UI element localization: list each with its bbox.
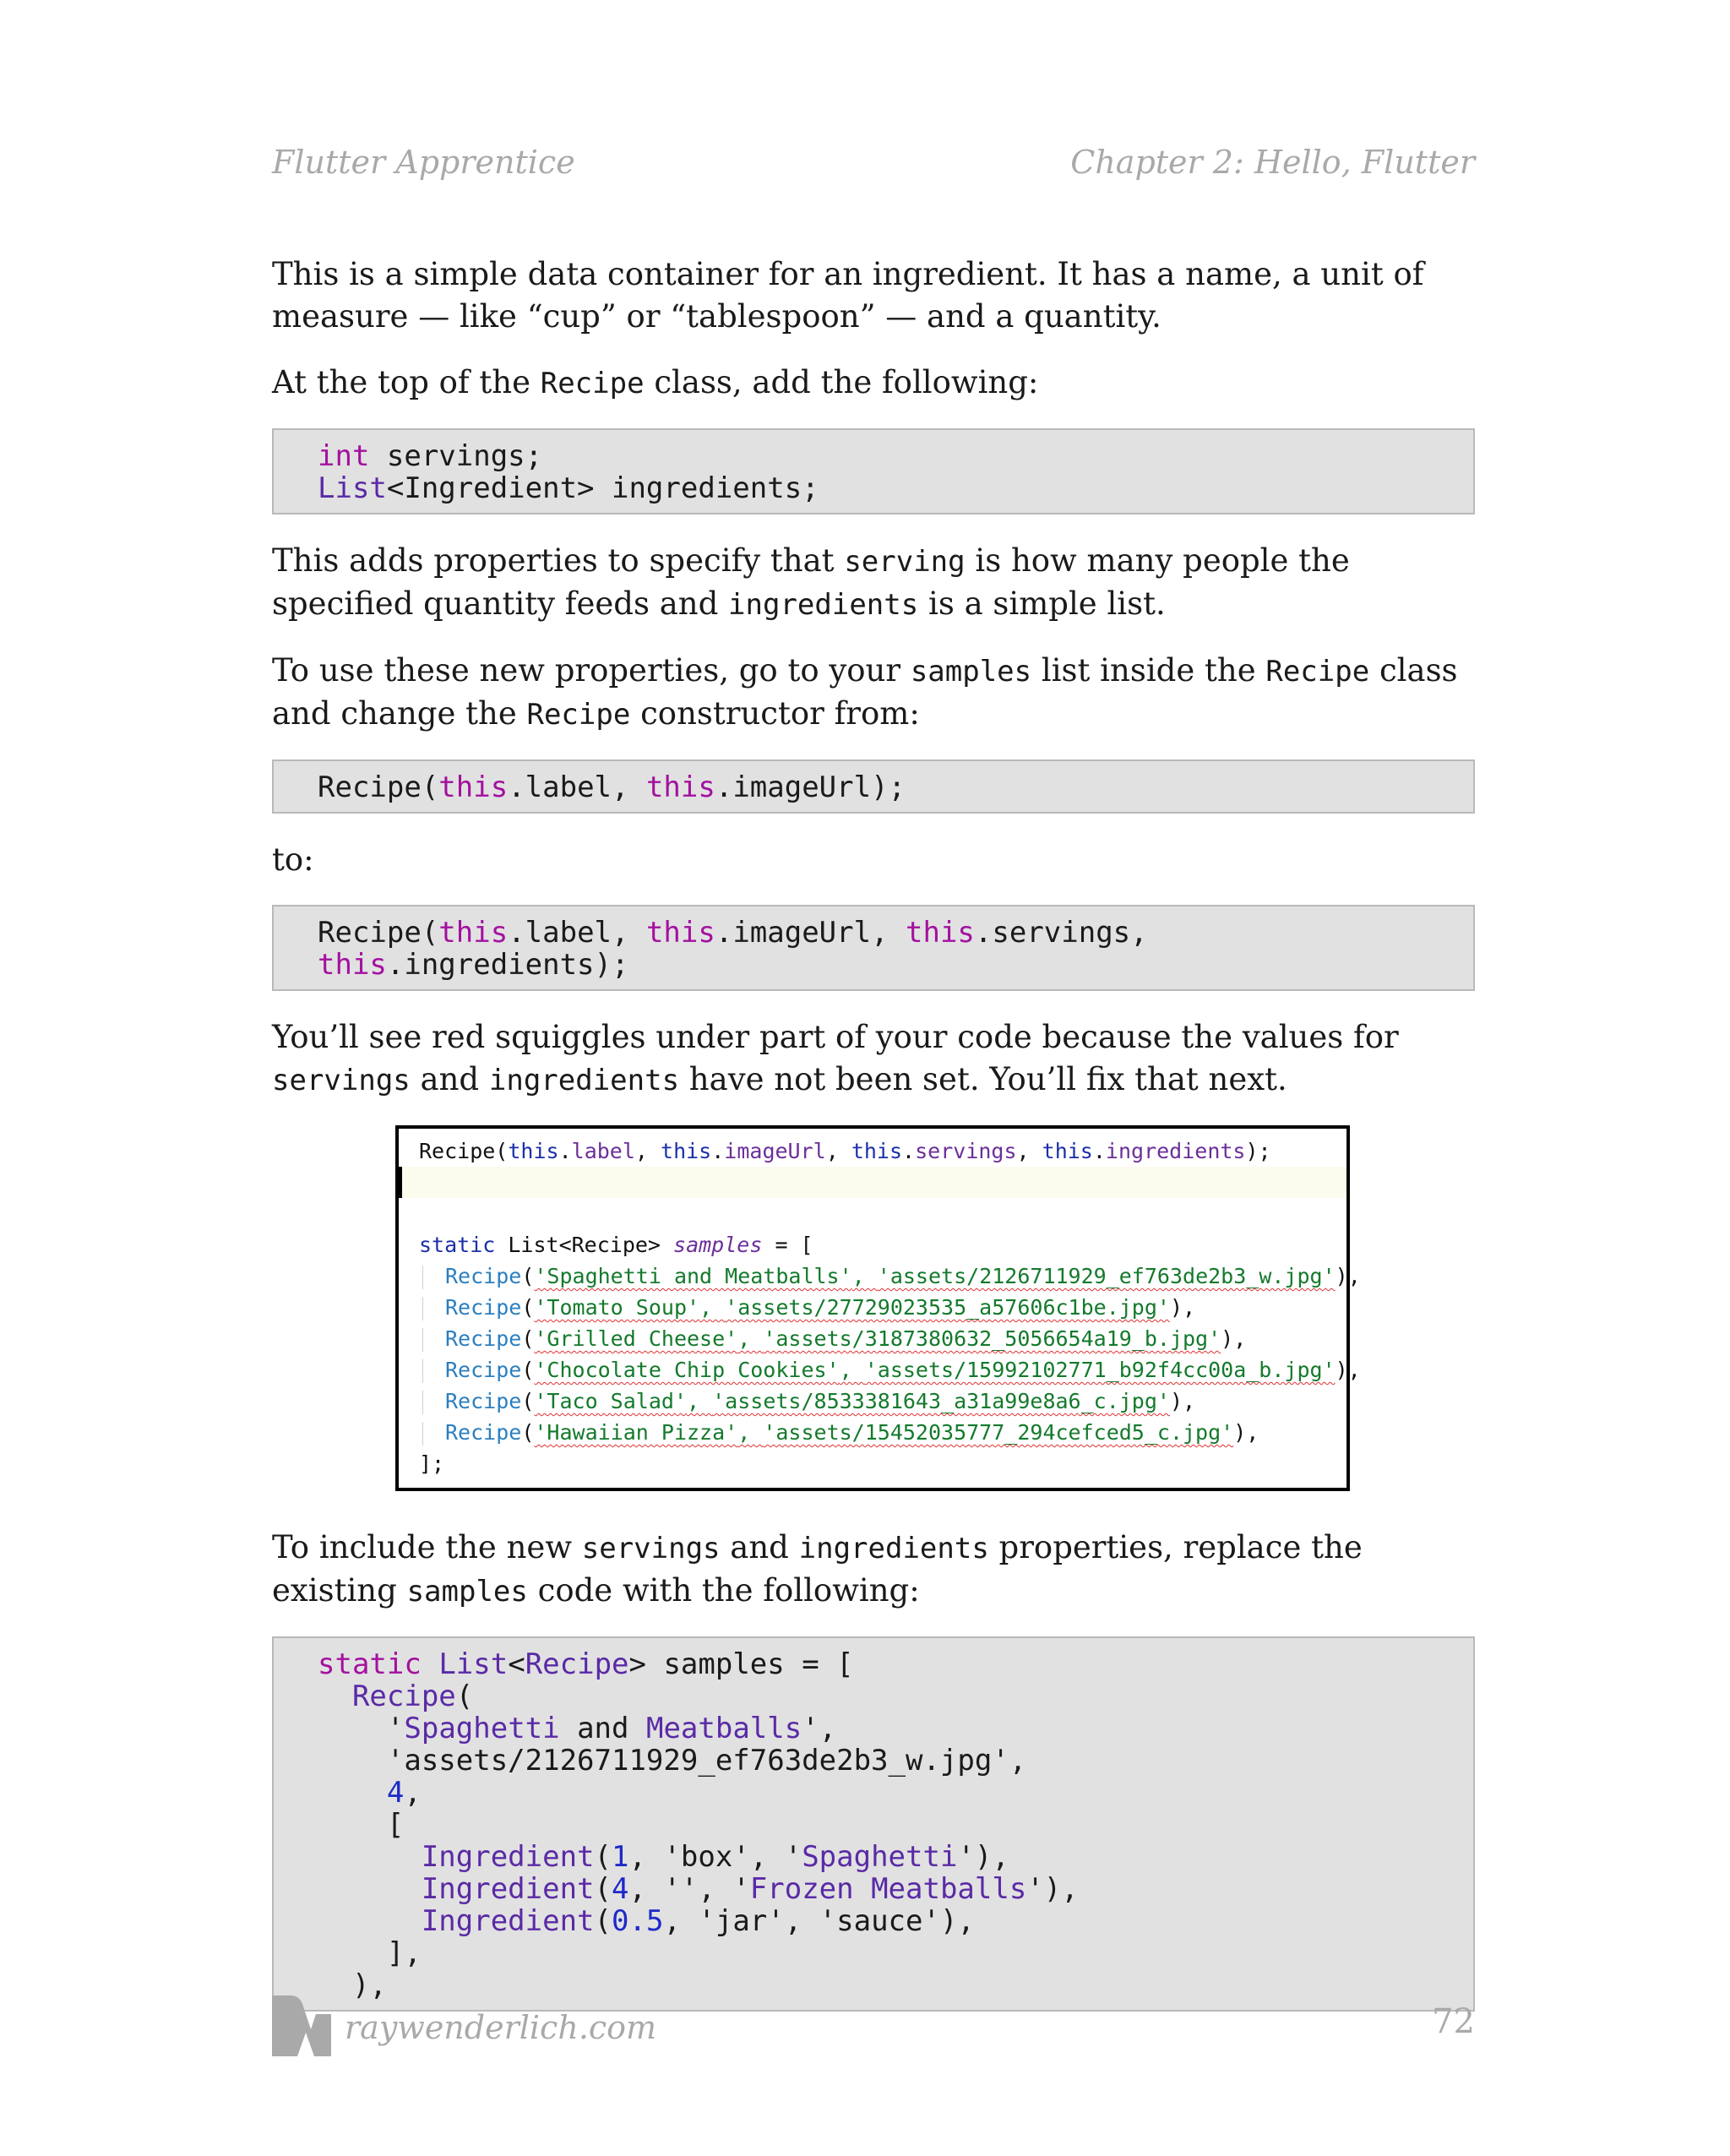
code-number: 1 [612,1840,629,1874]
ide-line-blank [399,1198,1346,1229]
text: is how many people the specified quantity feeds and [272,542,1350,622]
code-text: ), [1169,1295,1196,1320]
code-keyword: this [645,770,715,804]
code-string-label: 'Hawaiian Pizza' [534,1420,738,1445]
code-text: = [ [762,1233,813,1257]
code-call: Recipe [445,1326,522,1351]
ide-sample-row [399,1292,1346,1323]
inline-code: Recipe [1265,655,1370,689]
ide-sample-row [399,1323,1346,1354]
ide-sample-row [399,1417,1346,1448]
text: and [410,1061,489,1097]
code-text: . [558,1139,572,1163]
code-line [318,1809,1473,1841]
code-text: , [825,1139,851,1163]
code-text: .imageUrl); [715,770,906,804]
code-type: Spaghetti [404,1712,560,1745]
inline-code: Recipe [540,367,645,400]
code-string-path: 'assets/15452035777_294cefced5_c.jpg' [763,1420,1234,1445]
code-text: [ [386,1808,405,1842]
inline-code: samples [910,655,1032,689]
text: code with the following: [527,1572,920,1609]
inline-code: servings [272,1064,411,1097]
code-text: . [902,1139,916,1163]
code-line [318,1937,1473,1969]
code-text: .servings, [974,916,1148,950]
code-text: Recipe( [318,916,439,950]
code-text: , [699,1295,726,1320]
indent-guide [422,1359,445,1383]
code-line [318,949,1473,981]
text: To include the new [272,1529,582,1565]
code-string-label: 'Tomato Soup' [534,1295,700,1320]
code-string-label: 'Chocolate Chip Cookies' [534,1358,840,1382]
code-line [318,1905,1473,1937]
code-call: Recipe [445,1358,522,1382]
code-call: Recipe [445,1389,522,1413]
code-line [318,440,1473,472]
code-string-path: 'assets/8533381643_a31a99e8a6_c.jpg' [712,1389,1170,1413]
inline-code: serving [844,545,966,579]
code-string-path: 'assets/15992102771_b92f4cc00a_b.jpg' [864,1358,1336,1382]
code-call: Recipe [445,1420,522,1445]
inline-code: Recipe [526,698,631,732]
indent-guide [422,1391,445,1414]
code-text: .ingredients); [386,948,629,982]
ide-line-close: ]; [419,1451,445,1476]
text: and [720,1529,799,1565]
paragraph-ingredient-intro: This is a simple data container for an ingredient. It has a name, a unit of measure — like “cup” or “tablespoon” — and a quantity. [272,256,1424,335]
code-text: , [1016,1139,1042,1163]
code-text: <Ingredient> ingredients; [386,471,819,505]
code-text: '), [1026,1872,1079,1906]
code-text: , [851,1264,878,1288]
code-line [318,917,1473,949]
code-text: ), [351,1968,387,2002]
inline-code: ingredients [488,1064,680,1097]
code-type: Frozen Meatballs [749,1872,1027,1906]
code-text: ' [386,1712,405,1745]
code-number: 0.5 [612,1904,664,1938]
code-type: Ingredient [421,1904,595,1938]
code-string-path: 'assets/2126711929_ef763de2b3_w.jpg' [877,1264,1336,1288]
code-text: ), [1335,1264,1361,1288]
ide-sample-row [399,1386,1346,1417]
code-text: ', [802,1712,837,1745]
code-type: Meatballs [645,1712,802,1745]
code-text: ), [1221,1326,1247,1351]
code-text: ( [594,1904,612,1938]
code-property: servings [915,1139,1017,1163]
code-block-constructor-from [272,760,1475,814]
indent-guide [422,1266,445,1289]
inline-code: samples [406,1575,528,1609]
code-text: ( [455,1680,474,1713]
paragraph-replace-samples [272,1527,1475,1613]
code-text: ( [594,1840,612,1874]
ide-cursor-line [399,1167,1346,1198]
text: constructor from: [630,695,920,732]
indent-guide [422,1297,445,1320]
code-text: ( [521,1326,535,1351]
code-text: ); [1245,1139,1271,1163]
indent-guide [422,1328,445,1352]
inline-code: ingredients [728,588,919,622]
code-line [318,1777,1473,1809]
code-line [318,472,1473,504]
code-text: ( [521,1358,535,1382]
code-text: List<Recipe> [495,1233,674,1257]
code-keyword: this [438,770,509,804]
code-type: Recipe [525,1647,629,1681]
code-line [318,1648,1473,1680]
page-content [272,253,1475,2037]
text: list inside the [1031,652,1266,689]
code-line [318,1712,1473,1745]
code-text: , 'box', ' [628,1840,802,1874]
code-type: List [318,471,387,505]
code-text: , [737,1420,764,1445]
code-text: servings; [369,439,543,473]
code-text: ( [594,1872,612,1906]
text: At the top of the [272,364,541,400]
indent-guide [422,1422,445,1446]
code-type: Recipe [351,1680,456,1713]
chapter-title: Chapter 2: Hello, Flutter [1070,144,1475,181]
text: class, add the following: [644,364,1039,400]
code-line [318,771,1473,803]
code-line [318,1873,1473,1905]
code-text: , '', ' [628,1872,750,1906]
code-property: label [571,1139,635,1163]
code-field: samples [673,1233,763,1257]
footer-site: raywenderlich.com [345,2009,657,2046]
code-text: ), [1169,1389,1196,1413]
code-text: '), [957,1840,1009,1874]
text: You’ll see red squiggles under part of your code because the values for [272,1019,1399,1055]
paragraph-properties-explained [272,540,1475,626]
code-text: .label, [508,916,646,950]
code-text: , [737,1326,764,1351]
code-string-path: 'assets/3187380632_5056654a19_b.jpg' [763,1326,1221,1351]
code-keyword: int [318,439,370,473]
code-property: ingredients [1105,1139,1246,1163]
raywenderlich-logo-icon [272,1995,331,2056]
code-call: Recipe [445,1264,522,1288]
code-keyword: this [645,916,715,950]
code-text: Recipe( [318,770,439,804]
code-text: ), [1233,1420,1259,1445]
inline-code: ingredients [798,1532,989,1565]
ide-screenshot [395,1125,1361,1491]
text: is a simple list. [918,585,1166,622]
code-string-path: 'assets/27729023535_a57606c1be.jpg' [725,1295,1170,1320]
code-block-samples [272,1636,1475,2012]
code-number: 4 [612,1872,629,1906]
ide-line-constructor [399,1135,1346,1167]
code-keyword: this [508,1139,559,1163]
code-text: , [839,1358,865,1382]
code-line [318,1680,1473,1712]
code-type: Spaghetti [802,1840,958,1874]
code-text: , 'jar', 'sauce'), [663,1904,975,1938]
code-keyword: static [318,1647,422,1681]
code-text: ( [521,1295,535,1320]
code-keyword: this [906,916,975,950]
code-text: 'assets/2126711929_ef763de2b3_w.jpg', [386,1744,1027,1778]
code-text: Recipe( [419,1139,509,1163]
code-text: ), [1335,1358,1361,1382]
text: have not been set. You’ll fix that next. [679,1061,1287,1097]
code-text: ], [386,1936,422,1970]
code-keyword: this [661,1139,712,1163]
inline-code: servings [581,1532,721,1565]
code-number: 4 [386,1776,405,1810]
code-block-properties [272,428,1475,514]
code-type: List [438,1647,509,1681]
code-line [318,1841,1473,1873]
ide-sample-row [399,1354,1361,1386]
text: class and change the [272,652,1458,732]
code-keyword: this [438,916,509,950]
ide-sample-row [399,1260,1361,1292]
code-type: Ingredient [421,1840,595,1874]
code-text: and [559,1712,646,1745]
code-text: , [404,1776,422,1810]
code-property: imageUrl [724,1139,826,1163]
code-text: ( [521,1264,535,1288]
code-text: .imageUrl, [715,916,906,950]
code-string-label: 'Grilled Cheese' [534,1326,738,1351]
code-block-constructor-to [272,905,1475,991]
code-string-label: 'Taco Salad' [534,1389,687,1413]
code-keyword: this [1042,1139,1093,1163]
page-number: 72 [1432,2002,1475,2041]
ide-line-static [399,1229,1346,1260]
code-text: . [1092,1139,1106,1163]
code-call: Recipe [445,1295,522,1320]
code-text: ( [521,1420,535,1445]
code-text: < [508,1647,525,1681]
code-text: , [634,1139,661,1163]
text: properties, replace the existing [272,1529,1363,1609]
page-footer [272,1995,1475,2063]
code-text: . [711,1139,725,1163]
paragraph-to: to: [272,841,314,878]
text: This adds properties to specify that [272,542,845,579]
paragraph-use-new-properties [272,650,1475,736]
code-keyword: this [851,1139,903,1163]
running-header [272,144,1475,186]
code-text: > samples = [ [628,1647,854,1681]
code-keyword: static [419,1233,496,1257]
code-type: Ingredient [421,1872,595,1906]
ide-rows [399,1260,1361,1448]
code-text: ( [521,1389,535,1413]
paragraph-add-following [272,362,1475,405]
code-line [318,1745,1473,1777]
code-text: .label, [508,770,646,804]
text: To use these new properties, go to your [272,652,911,689]
code-text: , [687,1389,713,1413]
paragraph-red-squiggles [272,1016,1475,1102]
code-keyword: this [318,948,387,982]
book-title: Flutter Apprentice [272,144,575,181]
code-string-label: 'Spaghetti and Meatballs' [534,1264,852,1288]
